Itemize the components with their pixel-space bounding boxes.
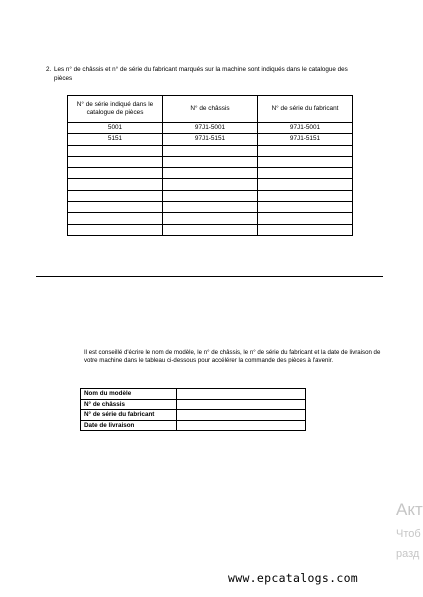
form-label: N° de série du fabricant bbox=[81, 410, 177, 421]
cell-catalogue-serial bbox=[68, 213, 163, 224]
table-row bbox=[68, 179, 353, 190]
section-2-heading bbox=[46, 66, 366, 83]
form-value-field[interactable] bbox=[177, 389, 306, 400]
cell-catalogue-serial bbox=[68, 179, 163, 190]
cell-chassis bbox=[163, 202, 258, 213]
cell-catalogue-serial bbox=[68, 190, 163, 201]
cell-catalogue-serial bbox=[68, 202, 163, 213]
form-label: N° de châssis bbox=[81, 399, 177, 410]
cell-manufacturer-serial bbox=[258, 168, 353, 179]
watermark-line-3: разд bbox=[396, 548, 420, 560]
form-value-field[interactable] bbox=[177, 399, 306, 410]
column-header-catalogue-serial: N° de série indiqué dans le catalogue de pièces bbox=[68, 96, 163, 123]
table-row bbox=[68, 168, 353, 179]
form-row bbox=[81, 389, 306, 400]
cell-catalogue-serial: 5151 bbox=[68, 134, 163, 145]
cell-chassis bbox=[163, 156, 258, 167]
form-body bbox=[81, 389, 306, 431]
cell-catalogue-serial bbox=[68, 156, 163, 167]
watermark-line-2: Чтоб bbox=[396, 528, 421, 540]
cell-chassis: 97J1-5151 bbox=[163, 134, 258, 145]
cell-manufacturer-serial bbox=[258, 179, 353, 190]
form-row bbox=[81, 410, 306, 421]
table-header-row bbox=[68, 96, 353, 123]
cell-manufacturer-serial bbox=[258, 156, 353, 167]
column-header-manufacturer-serial: N° de série du fabricant bbox=[258, 96, 353, 123]
table-row bbox=[68, 145, 353, 156]
cell-manufacturer-serial: 97J1-5001 bbox=[258, 123, 353, 134]
footer-url[interactable]: www.epcatalogs.com bbox=[228, 571, 359, 585]
cell-manufacturer-serial bbox=[258, 190, 353, 201]
table-row bbox=[68, 213, 353, 224]
cell-manufacturer-serial bbox=[258, 202, 353, 213]
cell-manufacturer-serial bbox=[258, 224, 353, 235]
table-body bbox=[68, 123, 353, 236]
machine-info-form bbox=[80, 388, 306, 431]
cell-chassis bbox=[163, 168, 258, 179]
cell-chassis bbox=[163, 179, 258, 190]
form-label: Date de livraison bbox=[81, 420, 177, 431]
table-row bbox=[68, 123, 353, 134]
cell-chassis bbox=[163, 213, 258, 224]
section-text: Les n° de châssis et n° de série du fabricant marqués sur la machine sont indiqués dans le catalogue des pièces bbox=[54, 66, 348, 82]
serial-number-table bbox=[67, 95, 353, 236]
table-row bbox=[68, 156, 353, 167]
cell-chassis: 97J1-5001 bbox=[163, 123, 258, 134]
form-value-field[interactable] bbox=[177, 410, 306, 421]
watermark-line-1: Акт bbox=[396, 500, 423, 519]
cell-catalogue-serial bbox=[68, 145, 163, 156]
table-row bbox=[68, 202, 353, 213]
cell-manufacturer-serial bbox=[258, 213, 353, 224]
table-row bbox=[68, 224, 353, 235]
table-row bbox=[68, 190, 353, 201]
cell-manufacturer-serial: 97J1-5151 bbox=[258, 134, 353, 145]
cell-chassis bbox=[163, 224, 258, 235]
section-divider bbox=[36, 276, 383, 277]
advice-paragraph: Il est conseillé d'écrire le nom de modèle, le n° de châssis, le n° de série du fabricant et la date de livraison de votre machine dans le tableau ci-dessous pour accélérer la commande des pièces à l'avenir. bbox=[84, 349, 381, 365]
cell-chassis bbox=[163, 190, 258, 201]
cell-catalogue-serial bbox=[68, 224, 163, 235]
table-row bbox=[68, 134, 353, 145]
column-header-chassis: N° de châssis bbox=[163, 96, 258, 123]
cell-manufacturer-serial bbox=[258, 145, 353, 156]
form-row bbox=[81, 399, 306, 410]
cell-chassis bbox=[163, 145, 258, 156]
cell-catalogue-serial: 5001 bbox=[68, 123, 163, 134]
form-value-field[interactable] bbox=[177, 420, 306, 431]
section-number: 2. bbox=[46, 66, 52, 73]
form-label: Nom du modèle bbox=[81, 389, 177, 400]
form-row bbox=[81, 420, 306, 431]
cell-catalogue-serial bbox=[68, 168, 163, 179]
